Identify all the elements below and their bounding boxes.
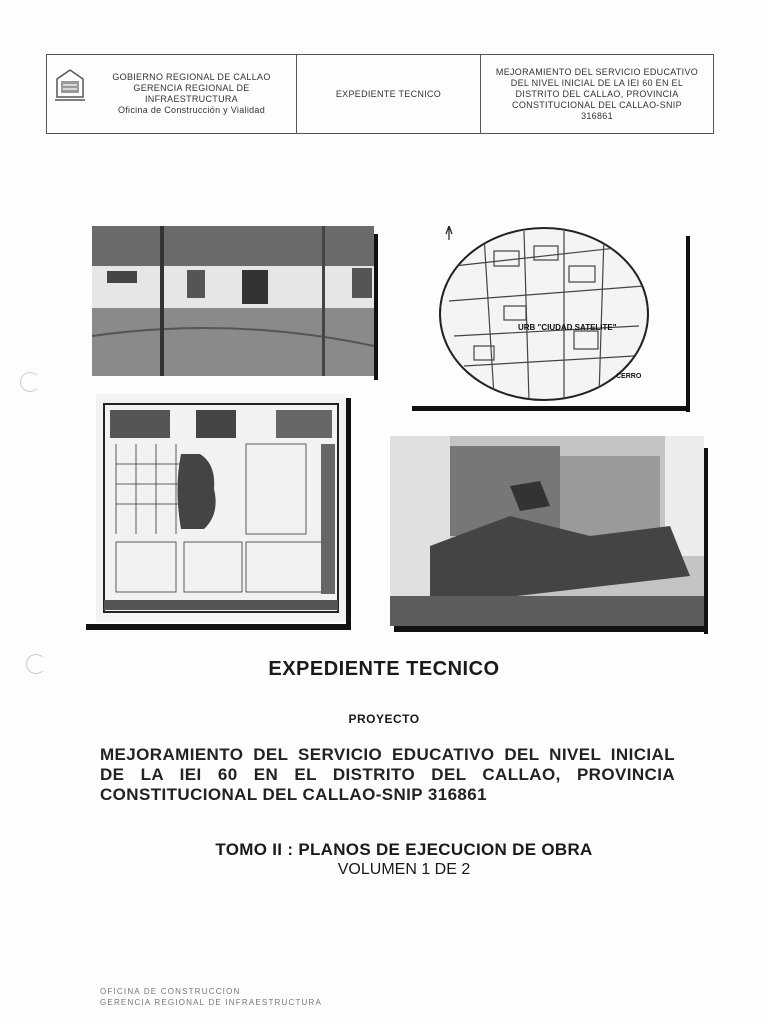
- org-line: GERENCIA REGIONAL DE: [133, 83, 250, 93]
- footer-line: GERENCIA REGIONAL DE INFRAESTRUCTURA: [100, 998, 323, 1007]
- regional-seal-logo: [53, 67, 87, 103]
- punch-hole-mark: [20, 372, 40, 392]
- project-line: DEL NIVEL INICIAL DE LA IEI 60 EN EL: [510, 77, 684, 88]
- doc-type: EXPEDIENTE TECNICO: [335, 88, 442, 99]
- header-table: [46, 54, 714, 134]
- interior-photo: [390, 436, 704, 626]
- tomo-title: TOMO II : PLANOS DE EJECUCION DE OBRA: [215, 840, 593, 859]
- footer-line: OFICINA DE CONSTRUCCION: [100, 987, 241, 996]
- building-photo: [92, 226, 374, 376]
- project-line: DISTRITO DEL CALLAO, PROVINCIA: [515, 88, 679, 99]
- map-label-cerro: CERRO: [616, 373, 642, 380]
- interior-shadow-right: [704, 448, 708, 634]
- plan-shadow-bottom: [86, 624, 351, 630]
- header-doctype-cell: [297, 55, 481, 133]
- project-line: CONSTITUCIONAL DEL CALLAO-SNIP: [512, 99, 682, 110]
- map-label-urb: URB "CIUDAD SATELITE": [518, 323, 617, 332]
- floor-plan-drawing: [96, 394, 346, 622]
- location-map: [434, 226, 686, 408]
- volume-label: VOLUMEN 1 DE 2: [337, 861, 471, 878]
- map-shadow-bottom: [412, 406, 690, 411]
- header-project-cell: [481, 55, 713, 133]
- footer-text: [100, 986, 322, 1008]
- org-line: Oficina de Construcción y Vialidad: [117, 105, 266, 115]
- plan-shadow-right: [346, 398, 351, 630]
- project-line: 316861: [581, 110, 613, 121]
- project-line: MEJORAMIENTO DEL SERVICIO EDUCATIVO: [495, 66, 699, 77]
- photo-shadow: [374, 234, 378, 380]
- org-line: INFRAESTRUCTURA: [144, 94, 238, 104]
- main-title: EXPEDIENTE TECNICO: [268, 658, 500, 680]
- header-org-cell: [47, 55, 297, 133]
- project-label: PROYECTO: [348, 712, 420, 726]
- org-text: [112, 72, 270, 116]
- org-line: GOBIERNO REGIONAL DE CALLAO: [112, 72, 271, 82]
- map-shadow-right: [686, 236, 690, 412]
- north-arrow-icon: [446, 226, 452, 240]
- project-name: MEJORAMIENTO DEL SERVICIO EDUCATIVO DEL NIVEL INICIAL DE LA IEI 60 EN EL DISTRITO DEL CALLAO, PROVINCIA CONSTITUCIONAL DEL CALLAO-SNIP 316861: [100, 745, 675, 804]
- interior-shadow-bottom: [394, 626, 708, 632]
